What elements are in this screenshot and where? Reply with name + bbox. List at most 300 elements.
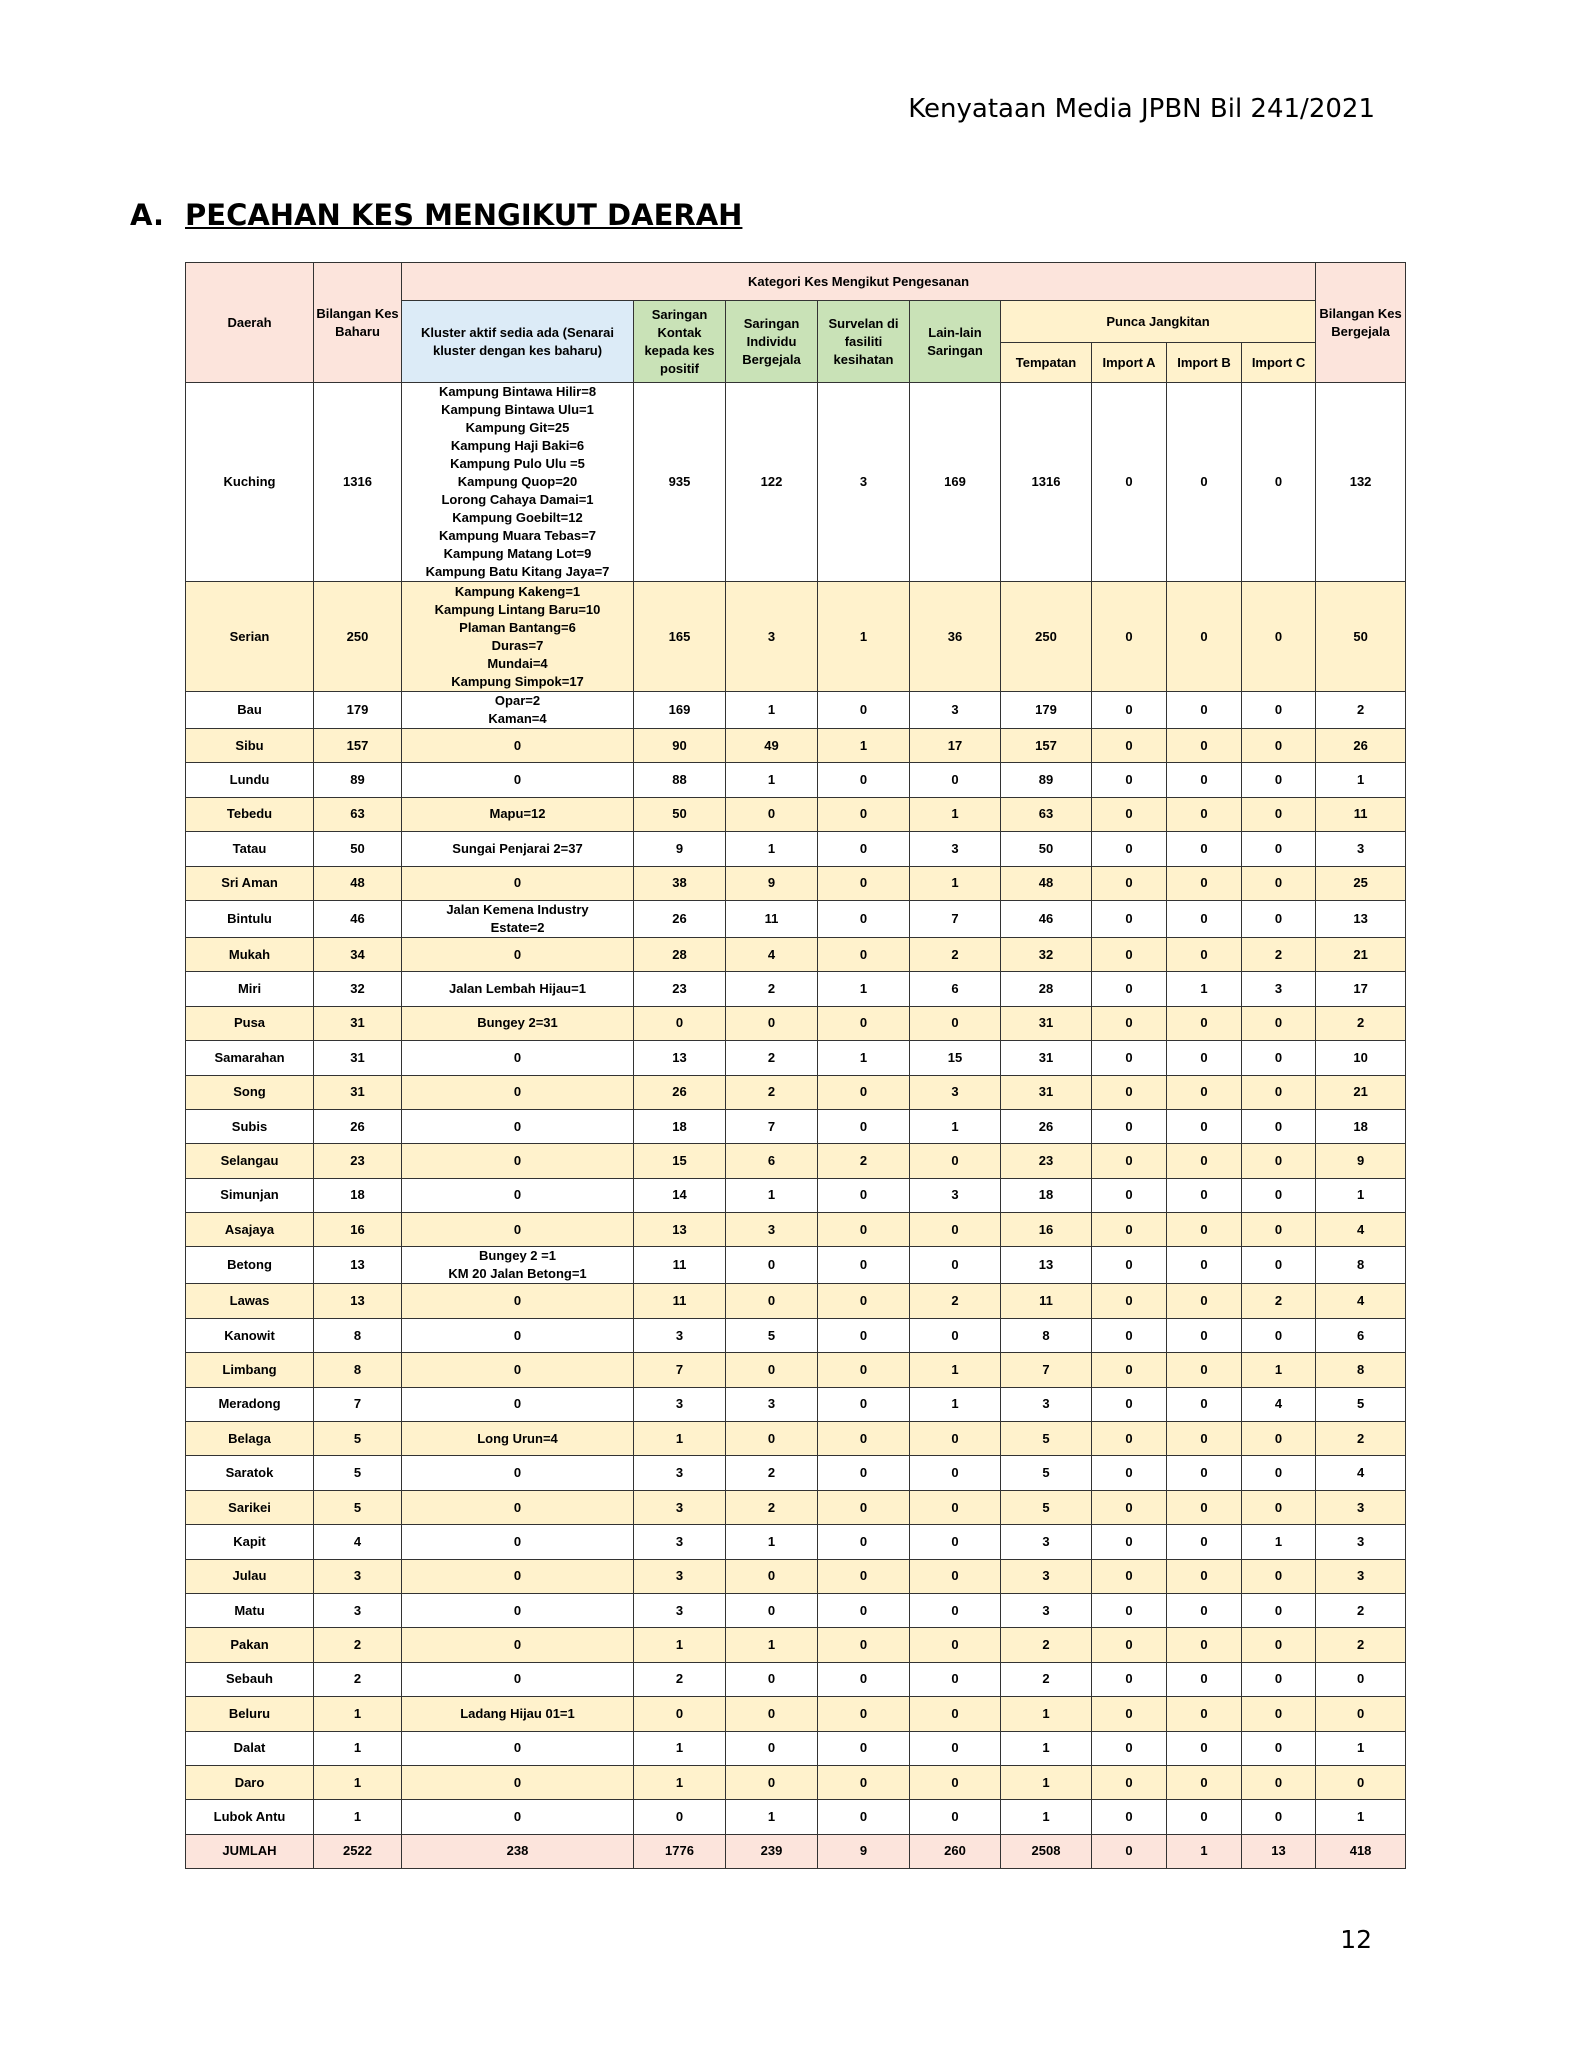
table-row xyxy=(186,1765,1406,1799)
cell-daerah: Lundu xyxy=(186,763,314,797)
cell-import-c: 0 xyxy=(1242,1559,1316,1593)
cell-kontak: 88 xyxy=(634,763,726,797)
table-row xyxy=(186,1697,1406,1731)
cell-tempatan: 3 xyxy=(1001,1525,1092,1559)
cell-import-c: 0 xyxy=(1242,1697,1316,1731)
cell-import-a: 0 xyxy=(1092,1697,1167,1731)
cell-baharu: 5 xyxy=(314,1422,402,1456)
cell-import-a: 0 xyxy=(1092,866,1167,900)
cell-kontak: 15 xyxy=(634,1144,726,1178)
cell-survelan: 0 xyxy=(818,937,910,971)
cell-kontak: 3 xyxy=(634,1559,726,1593)
cell-baharu: 2 xyxy=(314,1662,402,1696)
cell-kluster xyxy=(402,1559,634,1593)
cell-kluster xyxy=(402,866,634,900)
cell-import-a: 0 xyxy=(1092,937,1167,971)
cell-individu: 3 xyxy=(726,582,818,692)
header-kategori: Kategori Kes Mengikut Pengesanan xyxy=(402,263,1316,301)
cell-kontak: 26 xyxy=(634,1075,726,1109)
table-row xyxy=(186,1387,1406,1421)
cell-import-b: 0 xyxy=(1167,900,1242,937)
cell-individu: 122 xyxy=(726,383,818,582)
cell-import-b: 0 xyxy=(1167,1041,1242,1075)
cell-import-a: 0 xyxy=(1092,832,1167,866)
cell-bergejala: 132 xyxy=(1316,383,1406,582)
cell-tempatan: 13 xyxy=(1001,1247,1092,1284)
cell-tempatan: 8 xyxy=(1001,1318,1092,1352)
cell-kluster xyxy=(402,1593,634,1627)
cell-kluster xyxy=(402,763,634,797)
cell-bergejala: 1 xyxy=(1316,1800,1406,1834)
cell-individu: 0 xyxy=(726,1593,818,1627)
cluster-entry: Ladang Hijau 01=1 xyxy=(460,1705,575,1721)
cell-lain: 0 xyxy=(910,763,1001,797)
cell-import-c: 0 xyxy=(1242,1422,1316,1456)
cluster-entry: 0 xyxy=(513,1671,522,1687)
cell-lain: 1 xyxy=(910,797,1001,831)
cell-import-a: 0 xyxy=(1092,1456,1167,1490)
cell-lain: 0 xyxy=(910,1731,1001,1765)
cell-kontak: 3 xyxy=(634,1593,726,1627)
cell-tempatan: 1 xyxy=(1001,1697,1092,1731)
cell-baharu: 8 xyxy=(314,1353,402,1387)
cell-lain: 6 xyxy=(910,972,1001,1006)
cell-survelan: 0 xyxy=(818,1284,910,1318)
cell-import-c: 0 xyxy=(1242,1662,1316,1696)
cell-survelan: 0 xyxy=(818,1075,910,1109)
table-row xyxy=(186,1284,1406,1318)
table-body xyxy=(186,383,1406,1869)
cell-daerah: Subis xyxy=(186,1109,314,1143)
cell-daerah: Samarahan xyxy=(186,1041,314,1075)
cell-survelan: 0 xyxy=(818,1628,910,1662)
cell-lain: 0 xyxy=(910,1525,1001,1559)
cell-baharu: 89 xyxy=(314,763,402,797)
cell-kluster xyxy=(402,1731,634,1765)
cell-baharu: 1 xyxy=(314,1800,402,1834)
cell-tempatan: 1 xyxy=(1001,1765,1092,1799)
cell-kluster xyxy=(402,1041,634,1075)
cell-tempatan: 18 xyxy=(1001,1178,1092,1212)
cell-tempatan: 28 xyxy=(1001,972,1092,1006)
cell-tempatan: 1 xyxy=(1001,1800,1092,1834)
cell-kluster xyxy=(402,1765,634,1799)
total-lain: 260 xyxy=(910,1834,1001,1868)
cell-import-c: 3 xyxy=(1242,972,1316,1006)
total-daerah: JUMLAH xyxy=(186,1834,314,1868)
cell-tempatan: 1 xyxy=(1001,1731,1092,1765)
cell-import-b: 0 xyxy=(1167,763,1242,797)
table-row xyxy=(186,1731,1406,1765)
cell-kluster xyxy=(402,1075,634,1109)
cell-survelan: 1 xyxy=(818,972,910,1006)
header-tempatan: Tempatan xyxy=(1001,343,1092,383)
cluster-entry: Kampung Bintawa Ulu=1 xyxy=(441,402,594,417)
header-import-b: Import B xyxy=(1167,343,1242,383)
section-title xyxy=(130,198,742,232)
cell-individu: 0 xyxy=(726,1284,818,1318)
cell-kontak: 13 xyxy=(634,1041,726,1075)
total-import-b: 1 xyxy=(1167,1834,1242,1868)
cell-import-b: 0 xyxy=(1167,1109,1242,1143)
cell-baharu: 7 xyxy=(314,1387,402,1421)
cell-import-a: 0 xyxy=(1092,1422,1167,1456)
cell-kontak: 14 xyxy=(634,1178,726,1212)
header-daerah: Daerah xyxy=(186,263,314,383)
cell-bergejala: 4 xyxy=(1316,1213,1406,1247)
cluster-entry: Kaman=4 xyxy=(488,711,547,726)
cell-import-a: 0 xyxy=(1092,1628,1167,1662)
cell-tempatan: 250 xyxy=(1001,582,1092,692)
cell-kluster xyxy=(402,1318,634,1352)
cell-import-a: 0 xyxy=(1092,1109,1167,1143)
cell-bergejala: 0 xyxy=(1316,1765,1406,1799)
cell-bergejala: 50 xyxy=(1316,582,1406,692)
cell-lain: 2 xyxy=(910,937,1001,971)
cell-import-a: 0 xyxy=(1092,1800,1167,1834)
cell-import-a: 0 xyxy=(1092,1178,1167,1212)
cell-daerah: Belaga xyxy=(186,1422,314,1456)
table-row xyxy=(186,1422,1406,1456)
table-row xyxy=(186,1593,1406,1627)
cell-import-c: 0 xyxy=(1242,1593,1316,1627)
cluster-entry: Mundai=4 xyxy=(487,655,548,671)
cluster-entry: Sungai Penjarai 2=37 xyxy=(452,840,583,856)
table-row xyxy=(186,1525,1406,1559)
cell-import-b: 0 xyxy=(1167,937,1242,971)
cell-baharu: 250 xyxy=(314,582,402,692)
cluster-entry: Kampung Simpok=17 xyxy=(451,673,584,689)
cell-daerah: Lubok Antu xyxy=(186,1800,314,1834)
cluster-entry: 0 xyxy=(513,1293,522,1309)
cell-individu: 0 xyxy=(726,1353,818,1387)
cell-baharu: 18 xyxy=(314,1178,402,1212)
cell-kluster xyxy=(402,692,634,729)
cell-kluster xyxy=(402,1247,634,1284)
cell-lain: 3 xyxy=(910,832,1001,866)
cell-import-c: 0 xyxy=(1242,832,1316,866)
cell-daerah: Beluru xyxy=(186,1697,314,1731)
cell-kontak: 3 xyxy=(634,1525,726,1559)
cell-baharu: 48 xyxy=(314,866,402,900)
cell-import-b: 0 xyxy=(1167,1178,1242,1212)
cell-kontak: 7 xyxy=(634,1353,726,1387)
cell-survelan: 0 xyxy=(818,1490,910,1524)
cell-baharu: 34 xyxy=(314,937,402,971)
cell-bergejala: 5 xyxy=(1316,1387,1406,1421)
cluster-entry: Kampung Bintawa Hilir=8 xyxy=(438,384,597,399)
cluster-entry: 0 xyxy=(513,1049,522,1065)
cell-survelan: 0 xyxy=(818,832,910,866)
cell-survelan: 0 xyxy=(818,797,910,831)
cell-import-a: 0 xyxy=(1092,1075,1167,1109)
cell-kontak: 28 xyxy=(634,937,726,971)
cell-survelan: 0 xyxy=(818,1387,910,1421)
cell-import-b: 0 xyxy=(1167,832,1242,866)
cell-individu: 1 xyxy=(726,1800,818,1834)
cell-import-b: 0 xyxy=(1167,1525,1242,1559)
table-row xyxy=(186,1353,1406,1387)
cell-baharu: 179 xyxy=(314,692,402,729)
cell-individu: 0 xyxy=(726,1731,818,1765)
cell-individu: 1 xyxy=(726,692,818,729)
cell-daerah: Simunjan xyxy=(186,1178,314,1212)
cell-daerah: Sibu xyxy=(186,729,314,763)
cell-lain: 0 xyxy=(910,1765,1001,1799)
table-row xyxy=(186,729,1406,763)
cell-individu: 0 xyxy=(726,797,818,831)
cell-import-c: 1 xyxy=(1242,1353,1316,1387)
cluster-entry: 0 xyxy=(513,1152,522,1168)
cell-survelan: 0 xyxy=(818,1318,910,1352)
cluster-entry: 0 xyxy=(513,1118,522,1134)
cell-import-c: 0 xyxy=(1242,1041,1316,1075)
cell-tempatan: 31 xyxy=(1001,1041,1092,1075)
cell-bergejala: 3 xyxy=(1316,1490,1406,1524)
cell-kontak: 0 xyxy=(634,1800,726,1834)
cell-kontak: 3 xyxy=(634,1490,726,1524)
cell-daerah: Daro xyxy=(186,1765,314,1799)
cell-bergejala: 1 xyxy=(1316,1178,1406,1212)
cell-kontak: 9 xyxy=(634,832,726,866)
total-tempatan: 2508 xyxy=(1001,1834,1092,1868)
cell-lain: 169 xyxy=(910,383,1001,582)
cell-individu: 2 xyxy=(726,1456,818,1490)
cell-import-b: 0 xyxy=(1167,1284,1242,1318)
cell-individu: 1 xyxy=(726,1178,818,1212)
cell-import-b: 0 xyxy=(1167,1697,1242,1731)
cell-kontak: 1 xyxy=(634,1731,726,1765)
cluster-entry: Kampung Batu Kitang Jaya=7 xyxy=(425,564,610,579)
cell-baharu: 23 xyxy=(314,1144,402,1178)
cell-bergejala: 21 xyxy=(1316,1075,1406,1109)
cell-daerah: Matu xyxy=(186,1593,314,1627)
cell-kluster xyxy=(402,1006,634,1040)
cluster-entry: 0 xyxy=(513,875,522,891)
cell-daerah: Julau xyxy=(186,1559,314,1593)
cell-survelan: 0 xyxy=(818,1006,910,1040)
cell-daerah: Song xyxy=(186,1075,314,1109)
cell-kluster xyxy=(402,1144,634,1178)
cell-import-a: 0 xyxy=(1092,1353,1167,1387)
cluster-entry: Kampung Lintang Baru=10 xyxy=(434,601,601,617)
cell-tempatan: 3 xyxy=(1001,1559,1092,1593)
cell-tempatan: 1316 xyxy=(1001,383,1092,582)
cell-baharu: 31 xyxy=(314,1041,402,1075)
cell-kluster xyxy=(402,1525,634,1559)
table-row xyxy=(186,1006,1406,1040)
cell-kontak: 11 xyxy=(634,1284,726,1318)
cell-individu: 2 xyxy=(726,972,818,1006)
cell-baharu: 50 xyxy=(314,832,402,866)
cell-tempatan: 3 xyxy=(1001,1387,1092,1421)
cell-bergejala: 18 xyxy=(1316,1109,1406,1143)
cell-lain: 1 xyxy=(910,1353,1001,1387)
cell-import-b: 0 xyxy=(1167,729,1242,763)
cell-individu: 2 xyxy=(726,1490,818,1524)
header-lain-lain: Lain-lain Saringan xyxy=(910,301,1001,383)
cell-individu: 0 xyxy=(726,1559,818,1593)
cell-baharu: 5 xyxy=(314,1490,402,1524)
cell-bergejala: 3 xyxy=(1316,1559,1406,1593)
cell-tempatan: 63 xyxy=(1001,797,1092,831)
cell-lain: 3 xyxy=(910,692,1001,729)
cell-import-b: 0 xyxy=(1167,582,1242,692)
cell-lain: 0 xyxy=(910,1593,1001,1627)
cell-bergejala: 8 xyxy=(1316,1353,1406,1387)
cell-daerah: Sarikei xyxy=(186,1490,314,1524)
cell-import-b: 0 xyxy=(1167,1387,1242,1421)
cell-kontak: 90 xyxy=(634,729,726,763)
cell-tempatan: 5 xyxy=(1001,1490,1092,1524)
cluster-entry: 0 xyxy=(513,1809,522,1825)
cell-tempatan: 3 xyxy=(1001,1593,1092,1627)
cell-survelan: 0 xyxy=(818,1765,910,1799)
cell-bergejala: 0 xyxy=(1316,1697,1406,1731)
cell-kontak: 38 xyxy=(634,866,726,900)
cell-kluster xyxy=(402,1490,634,1524)
total-survelan: 9 xyxy=(818,1834,910,1868)
cell-kontak: 0 xyxy=(634,1697,726,1731)
cell-tempatan: 31 xyxy=(1001,1075,1092,1109)
cell-tempatan: 5 xyxy=(1001,1456,1092,1490)
cell-individu: 9 xyxy=(726,866,818,900)
cell-survelan: 0 xyxy=(818,1525,910,1559)
cluster-entry: Mapu=12 xyxy=(489,806,546,822)
total-baharu: 2522 xyxy=(314,1834,402,1868)
cell-import-b: 0 xyxy=(1167,692,1242,729)
cell-individu: 0 xyxy=(726,1662,818,1696)
cell-daerah: Betong xyxy=(186,1247,314,1284)
cell-daerah: Dalat xyxy=(186,1731,314,1765)
cell-tempatan: 2 xyxy=(1001,1628,1092,1662)
cell-import-a: 0 xyxy=(1092,582,1167,692)
cell-baharu: 63 xyxy=(314,797,402,831)
cell-individu: 6 xyxy=(726,1144,818,1178)
cluster-entry: 0 xyxy=(513,1084,522,1100)
cell-daerah: Sri Aman xyxy=(186,866,314,900)
cell-import-b: 0 xyxy=(1167,1353,1242,1387)
cluster-entry: 0 xyxy=(513,1774,522,1790)
cell-import-b: 0 xyxy=(1167,797,1242,831)
cell-kluster xyxy=(402,383,634,582)
cell-daerah: Kuching xyxy=(186,383,314,582)
cell-daerah: Tatau xyxy=(186,832,314,866)
cell-kontak: 1 xyxy=(634,1765,726,1799)
cell-individu: 0 xyxy=(726,1422,818,1456)
cell-lain: 0 xyxy=(910,1800,1001,1834)
cell-kontak: 50 xyxy=(634,797,726,831)
cell-kontak: 1 xyxy=(634,1628,726,1662)
cell-kluster xyxy=(402,937,634,971)
header-bilangan-kes-bergejala: Bilangan Kes Bergejala xyxy=(1316,263,1406,383)
cell-kontak: 3 xyxy=(634,1318,726,1352)
cluster-entry: Opar=2 xyxy=(494,693,541,708)
cell-lain: 2 xyxy=(910,1284,1001,1318)
cell-lain: 0 xyxy=(910,1697,1001,1731)
cell-lain: 0 xyxy=(910,1213,1001,1247)
cell-lain: 0 xyxy=(910,1662,1001,1696)
cluster-entry: Kampung Haji Baki=6 xyxy=(450,438,585,453)
cell-bergejala: 6 xyxy=(1316,1318,1406,1352)
cell-baharu: 31 xyxy=(314,1075,402,1109)
cell-tempatan: 26 xyxy=(1001,1109,1092,1143)
cell-lain: 15 xyxy=(910,1041,1001,1075)
cluster-entry: 0 xyxy=(513,737,522,753)
cell-import-a: 0 xyxy=(1092,1662,1167,1696)
cell-import-b: 0 xyxy=(1167,866,1242,900)
cell-individu: 0 xyxy=(726,1765,818,1799)
cell-daerah: Lawas xyxy=(186,1284,314,1318)
header-punca-jangkitan: Punca Jangkitan xyxy=(1001,301,1316,343)
cell-import-a: 0 xyxy=(1092,763,1167,797)
cell-import-b: 0 xyxy=(1167,1075,1242,1109)
cluster-entry: Lorong Cahaya Damai=1 xyxy=(441,492,594,507)
cell-import-c: 1 xyxy=(1242,1525,1316,1559)
cell-tempatan: 179 xyxy=(1001,692,1092,729)
cell-import-b: 0 xyxy=(1167,383,1242,582)
cluster-entry: 0 xyxy=(513,946,522,962)
cell-import-c: 2 xyxy=(1242,937,1316,971)
cell-survelan: 1 xyxy=(818,729,910,763)
cell-bergejala: 11 xyxy=(1316,797,1406,831)
cluster-entry: Estate=2 xyxy=(490,919,545,935)
cell-baharu: 5 xyxy=(314,1456,402,1490)
table-row xyxy=(186,692,1406,729)
cell-import-c: 0 xyxy=(1242,1178,1316,1212)
cell-baharu: 4 xyxy=(314,1525,402,1559)
cell-bergejala: 2 xyxy=(1316,1628,1406,1662)
table-row xyxy=(186,900,1406,937)
cell-kontak: 3 xyxy=(634,1387,726,1421)
cell-import-b: 0 xyxy=(1167,1593,1242,1627)
cell-import-a: 0 xyxy=(1092,797,1167,831)
cell-individu: 0 xyxy=(726,1247,818,1284)
cell-import-c: 0 xyxy=(1242,729,1316,763)
cell-import-b: 0 xyxy=(1167,1490,1242,1524)
cell-kontak: 0 xyxy=(634,1006,726,1040)
cell-survelan: 1 xyxy=(818,582,910,692)
cell-kontak: 23 xyxy=(634,972,726,1006)
cell-import-c: 0 xyxy=(1242,582,1316,692)
cell-import-a: 0 xyxy=(1092,1559,1167,1593)
cell-import-b: 0 xyxy=(1167,1006,1242,1040)
cell-baharu: 157 xyxy=(314,729,402,763)
cell-kluster xyxy=(402,582,634,692)
cell-daerah: Miri xyxy=(186,972,314,1006)
cell-import-a: 0 xyxy=(1092,1318,1167,1352)
cell-individu: 0 xyxy=(726,1697,818,1731)
section-letter: A. xyxy=(130,198,164,232)
cell-baharu: 1 xyxy=(314,1731,402,1765)
cell-import-b: 0 xyxy=(1167,1422,1242,1456)
cell-import-c: 0 xyxy=(1242,1731,1316,1765)
cell-import-b: 0 xyxy=(1167,1144,1242,1178)
cell-kluster xyxy=(402,1213,634,1247)
cell-survelan: 0 xyxy=(818,1662,910,1696)
cell-lain: 0 xyxy=(910,1144,1001,1178)
cell-daerah: Bau xyxy=(186,692,314,729)
cell-import-b: 0 xyxy=(1167,1731,1242,1765)
cell-import-c: 2 xyxy=(1242,1284,1316,1318)
cell-import-b: 0 xyxy=(1167,1628,1242,1662)
cell-survelan: 0 xyxy=(818,1456,910,1490)
cell-tempatan: 11 xyxy=(1001,1284,1092,1318)
total-import-a: 0 xyxy=(1092,1834,1167,1868)
cell-kontak: 18 xyxy=(634,1109,726,1143)
cell-baharu: 3 xyxy=(314,1559,402,1593)
cell-kluster xyxy=(402,1800,634,1834)
